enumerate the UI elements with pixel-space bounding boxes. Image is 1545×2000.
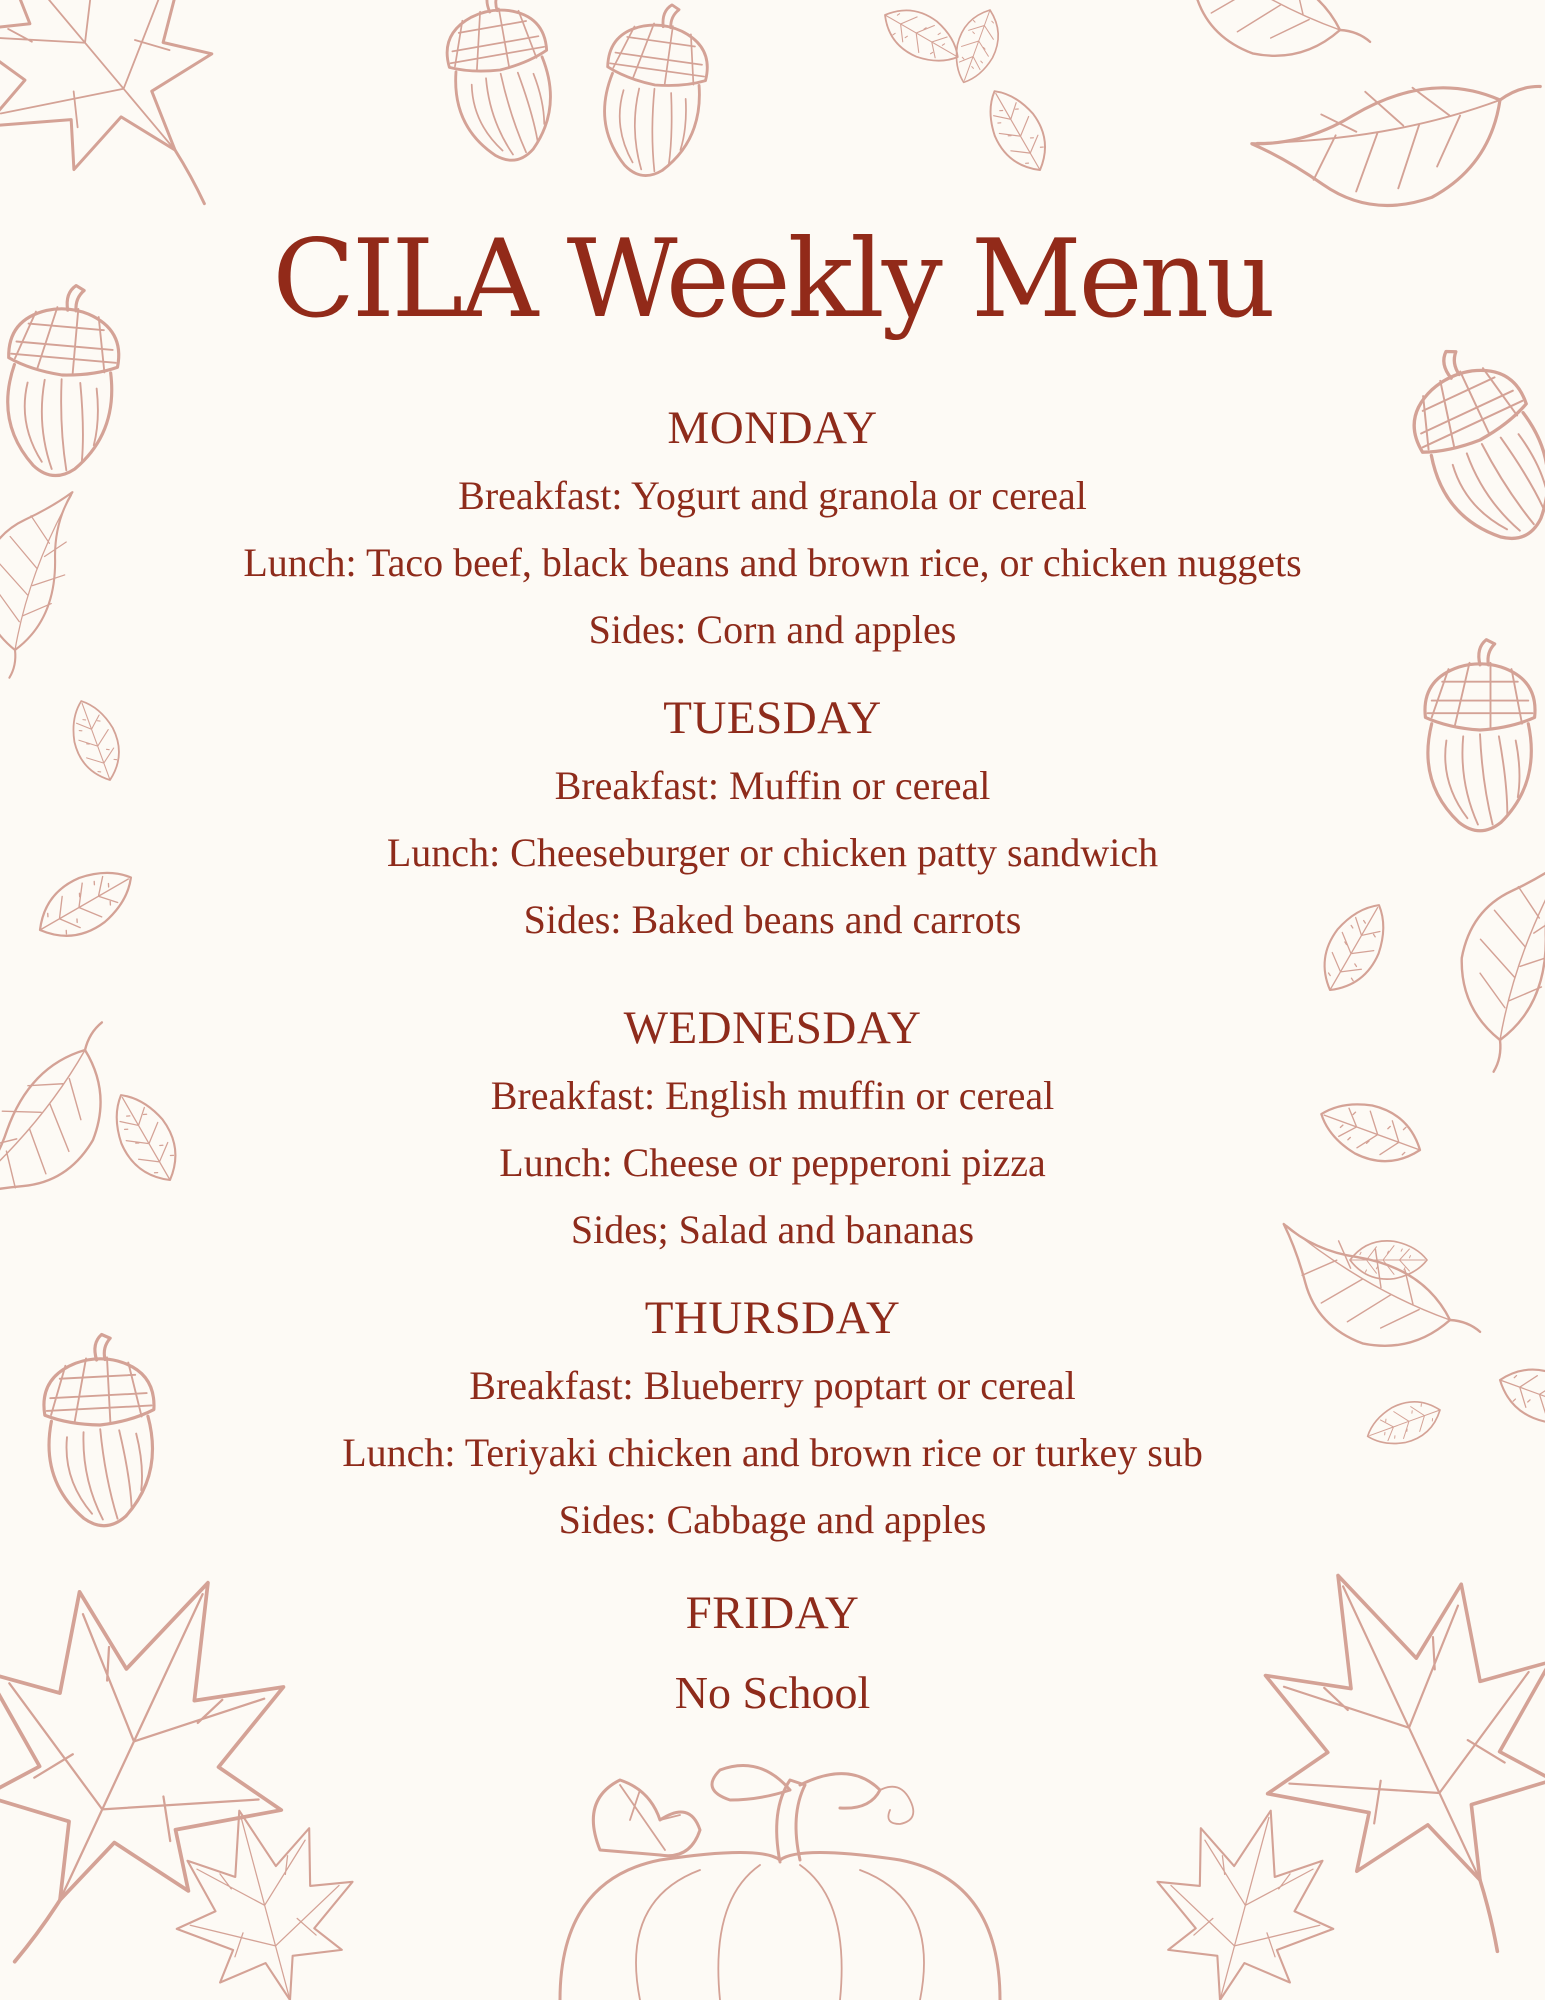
day-section-monday (0, 400, 1545, 663)
lunch-item: Lunch: Cheeseburger or chicken patty sandwich (386, 830, 1159, 875)
breakfast-item: Breakfast: Muffin or cereal (554, 763, 991, 808)
lunch-item: Lunch: Teriyaki chicken and brown rice or turkey sub (342, 1430, 1203, 1475)
breakfast-item: Breakfast: English muffin or cereal (490, 1073, 1055, 1118)
no-school-note: No School (674, 1667, 871, 1718)
breakfast-item: Breakfast: Blueberry poptart or cereal (469, 1363, 1076, 1408)
breakfast-item: Breakfast: Yogurt and granola or cereal (458, 473, 1087, 518)
day-section-wednesday (0, 1000, 1545, 1263)
sides-item: Sides; Salad and bananas (570, 1207, 975, 1252)
menu-title: CILA Weekly Menu (272, 217, 1273, 342)
day-section-friday (0, 1585, 1545, 1723)
day-heading: MONDAY (667, 402, 878, 454)
lunch-item: Lunch: Taco beef, black beans and brown rice, or chicken nuggets (243, 540, 1302, 585)
sides-item: Sides: Cabbage and apples (558, 1497, 987, 1542)
lunch-item: Lunch: Cheese or pepperoni pizza (499, 1140, 1046, 1185)
sides-item: Sides: Baked beans and carrots (523, 897, 1022, 942)
day-section-tuesday (0, 690, 1545, 953)
day-heading: FRIDAY (685, 1587, 860, 1639)
day-heading: WEDNESDAY (623, 1002, 922, 1054)
sides-item: Sides: Corn and apples (588, 607, 957, 652)
day-section-thursday (0, 1290, 1545, 1553)
day-heading: THURSDAY (644, 1292, 901, 1344)
day-heading: TUESDAY (663, 692, 882, 744)
